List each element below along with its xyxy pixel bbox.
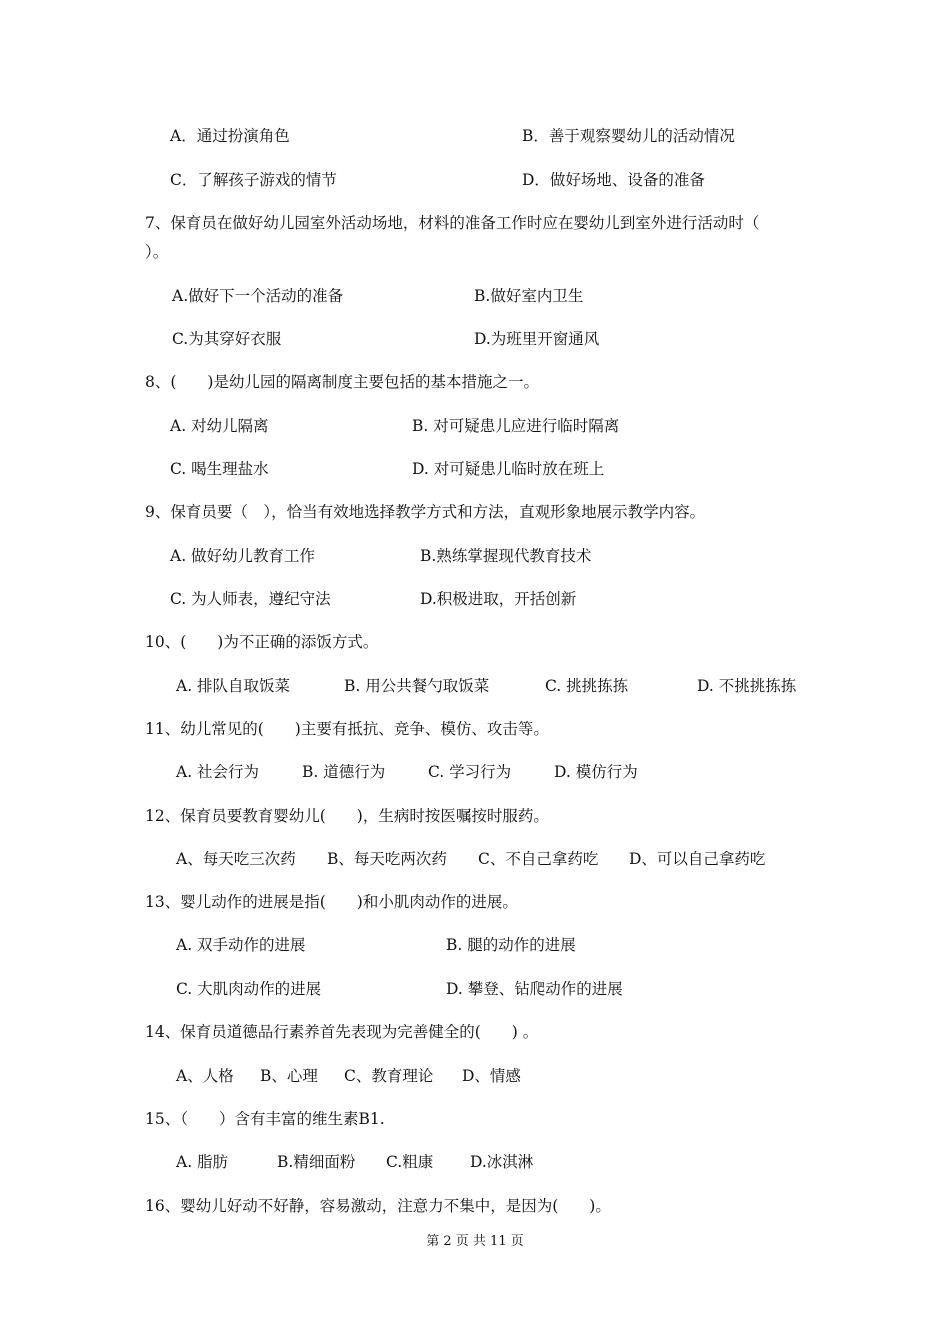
q9-text: 9、保育员要（ ），恰当有效地选择教学方式和方法，直观形象地展示教学内容。 — [145, 503, 706, 521]
q12-option-b: B、每天吃两次药 — [327, 850, 447, 868]
q14-option-c: C、教育理论 — [344, 1067, 434, 1085]
q8-option-c: C. 喝生理盐水 — [170, 460, 269, 478]
q15-option-b: B.精细面粉 — [277, 1153, 356, 1171]
q10-option-d: D. 不挑挑拣拣 — [697, 677, 797, 695]
q14-option-a: A、人格 — [176, 1067, 234, 1085]
q8-option-a: A. 对幼儿隔离 — [170, 417, 269, 435]
q7-option-b: B.做好室内卫生 — [474, 287, 584, 305]
q13-option-b: B. 腿的动作的进展 — [446, 936, 576, 954]
q11-option-c: C. 学习行为 — [428, 763, 512, 781]
q13-option-a: A. 双手动作的进展 — [176, 936, 306, 954]
q15-option-a: A. 脂肪 — [176, 1153, 229, 1171]
q14-text: 14、保育员道德品行素养首先表现为完善健全的( ) 。 — [145, 1023, 539, 1041]
q15-text: 15、（ ）含有丰富的维生素B1. — [145, 1110, 385, 1128]
q7-text-line1: 7、保育员在做好幼儿园室外活动场地，材料的准备工作时应在婴幼儿到室外进行活动时（ — [145, 214, 760, 232]
q7-text-line2: ）。 — [145, 243, 169, 261]
q11-text: 11、幼儿常见的( )主要有抵抗、竞争、模仿、攻击等。 — [145, 720, 549, 738]
q13-option-c: C. 大肌肉动作的进展 — [176, 980, 322, 998]
q11-option-b: B. 道德行为 — [302, 763, 386, 781]
q12-text: 12、保育员要教育婴幼儿( )，生病时按医嘱按时服药。 — [145, 807, 549, 825]
q9-option-d: D.积极进取，开括创新 — [420, 590, 577, 608]
q10-text: 10、( )为不正确的添饭方式。 — [145, 633, 379, 651]
q12-option-a: A、每天吃三次药 — [176, 850, 296, 868]
q8-option-b: B. 对可疑患儿应进行临时隔离 — [412, 417, 620, 435]
page-footer: 第 2 页 共 11 页 — [426, 1234, 524, 1249]
q14-option-b: B、心理 — [260, 1067, 318, 1085]
q9-option-b: B.熟练掌握现代教育技术 — [420, 547, 592, 565]
q15-option-c: C.粗康 — [386, 1153, 434, 1171]
q15-option-d: D.冰淇淋 — [470, 1153, 534, 1171]
q13-text: 13、婴儿动作的进展是指( )和小肌肉动作的进展。 — [145, 893, 518, 911]
q13-option-d: D. 攀登、钻爬动作的进展 — [446, 980, 623, 998]
q14-option-d: D、情感 — [462, 1067, 521, 1085]
q6-option-c: C．了解孩子游戏的情节 — [170, 171, 337, 189]
q16-text: 16、婴幼儿好动不好静，容易激动，注意力不集中，是因为( )。 — [145, 1197, 611, 1215]
q7-option-c: C.为其穿好衣服 — [172, 330, 282, 348]
q11-option-a: A. 社会行为 — [176, 763, 260, 781]
q6-option-d: D．做好场地、设备的准备 — [522, 171, 705, 189]
q10-option-c: C. 挑挑拣拣 — [545, 677, 629, 695]
q8-option-d: D. 对可疑患儿临时放在班上 — [412, 460, 605, 478]
q8-text: 8、( )是幼儿园的隔离制度主要包括的基本措施之一。 — [145, 373, 539, 391]
q12-option-d: D、可以自己拿药吃 — [629, 850, 766, 868]
q9-option-a: A. 做好幼儿教育工作 — [170, 547, 316, 565]
q6-option-b: B．善于观察婴幼儿的活动情况 — [522, 127, 735, 145]
q7-option-a: A.做好下一个活动的准备 — [172, 287, 344, 305]
q10-option-b: B. 用公共餐勺取饭菜 — [344, 677, 490, 695]
q6-option-a: A．通过扮演角色 — [170, 127, 290, 145]
q11-option-d: D. 模仿行为 — [554, 763, 638, 781]
q7-option-d: D.为班里开窗通风 — [474, 330, 600, 348]
q12-option-c: C、不自己拿药吃 — [478, 850, 599, 868]
q9-option-c: C. 为人师表，遵纪守法 — [170, 590, 331, 608]
q10-option-a: A. 排队自取饭菜 — [176, 677, 291, 695]
